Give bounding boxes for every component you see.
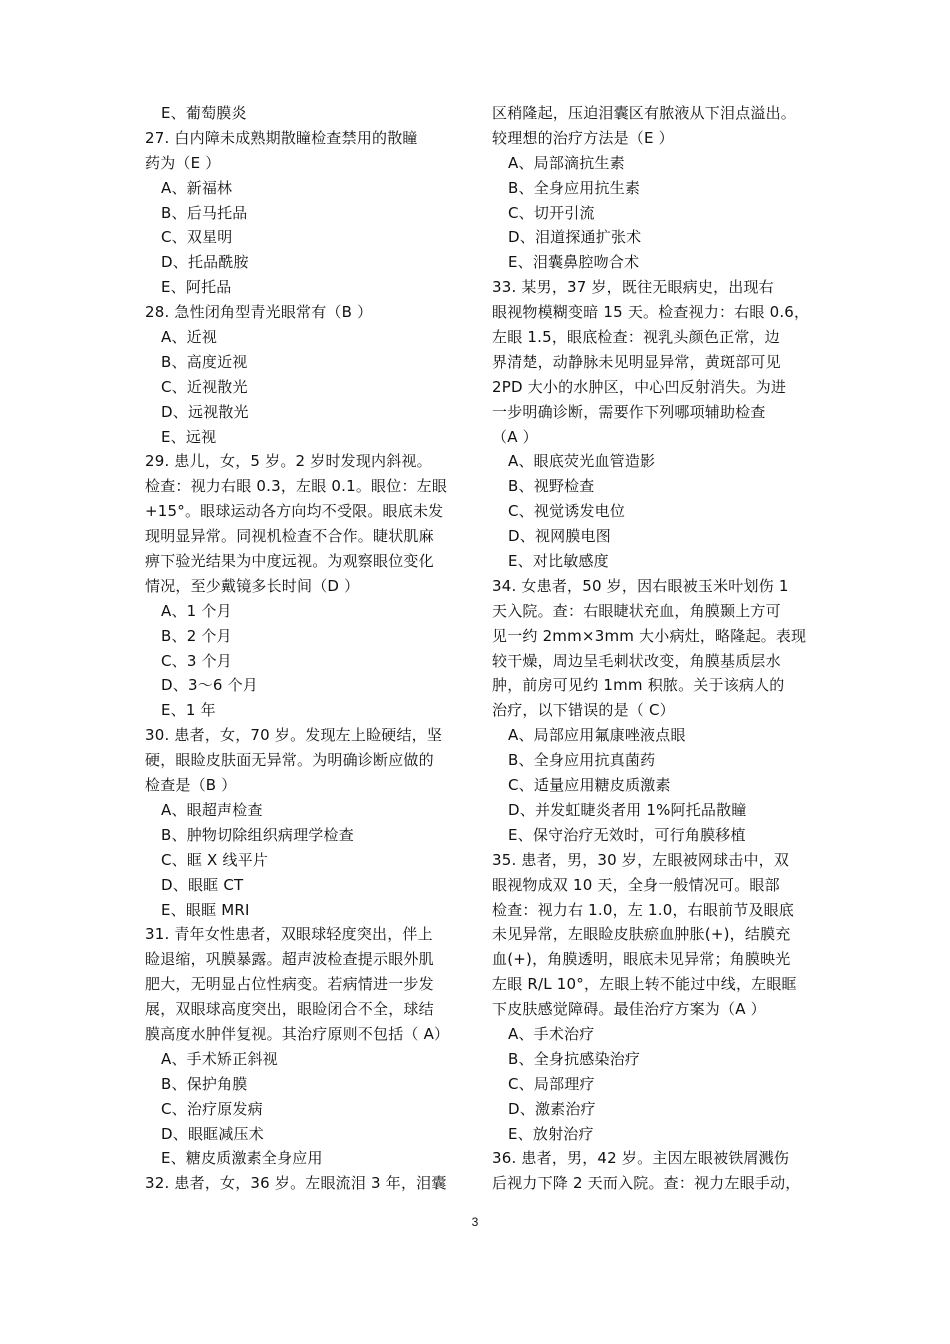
question-text-line: 33. 某男，37 岁，既往无眼病史，出现右 xyxy=(492,278,774,297)
question-text-line: 35. 患者，男，30 岁，左眼被网球击中，双 xyxy=(492,850,790,869)
answer-option: C、眶 X 线平片 xyxy=(161,850,269,869)
question-text-line: 下皮肤感觉障碍。最佳治疗方案为（A ） xyxy=(492,1000,766,1019)
answer-option: B、全身抗感染治疗 xyxy=(508,1049,641,1068)
answer-option: C、3 个月 xyxy=(161,651,232,670)
answer-option: E、眼眶 MRI xyxy=(161,900,250,919)
question-text-line: 区稍隆起，压迫泪囊区有脓液从下泪点溢出。 xyxy=(492,104,797,122)
answer-option: A、局部滴抗生素 xyxy=(508,153,625,172)
answer-option: A、手术治疗 xyxy=(508,1024,595,1043)
question-text-line: 痹下验光结果为中度远视。为观察眼位变化 xyxy=(145,552,434,571)
question-text-line: 天入院。查：右眼睫状充血，角膜颞上方可 xyxy=(492,601,781,620)
question-text-line: 肿，前房可见约 1mm 积脓。关于该病人的 xyxy=(492,676,785,695)
answer-option: A、眼超声检查 xyxy=(161,800,263,819)
answer-option: A、1 个月 xyxy=(161,601,232,620)
question-text-line: 眼视物模糊变暗 15 天。检查视力：右眼 0.6， xyxy=(492,303,810,322)
answer-option: B、肿物切除组织病理学检查 xyxy=(161,825,354,844)
answer-option: D、视网膜电图 xyxy=(508,527,611,546)
answer-option: E、糖皮质激素全身应用 xyxy=(161,1149,323,1168)
answer-option: B、全身应用抗生素 xyxy=(508,178,641,197)
question-text-line: 睑退缩，巩膜暴露。超声波检查提示眼外肌 xyxy=(145,950,434,969)
answer-option: C、局部理疗 xyxy=(508,1074,595,1093)
question-text-line: 较理想的治疗方法是（E ） xyxy=(492,128,674,147)
answer-option: E、阿托品 xyxy=(161,278,232,297)
answer-option: B、保护角膜 xyxy=(161,1074,248,1093)
answer-option: A、局部应用氟康唑液点眼 xyxy=(508,726,686,745)
question-text-line: 后视力下降 2 天而入院。查：视力左眼手动， xyxy=(492,1174,801,1193)
answer-option: C、双星明 xyxy=(161,228,233,247)
question-text-line: 30. 患者，女，70 岁。发现左上睑硬结，坚 xyxy=(145,726,443,745)
answer-option: B、2 个月 xyxy=(161,626,232,645)
question-text-line: 眼视物成双 10 天，全身一般情况可。眼部 xyxy=(492,875,780,894)
question-text-line: 药为（E ） xyxy=(145,153,221,172)
question-text-line: 34. 女患者，50 岁，因右眼被玉米叶划伤 1 xyxy=(492,576,789,595)
question-text-line: 检查是（B ） xyxy=(145,776,237,795)
answer-option: E、对比敏感度 xyxy=(508,552,609,571)
answer-option: D、眼眶 CT xyxy=(161,875,244,894)
question-text-line: 见一约 2mm×3mm 大小病灶，略隆起。表现 xyxy=(492,626,807,645)
answer-option: E、放射治疗 xyxy=(508,1124,594,1143)
answer-option: C、适量应用糖皮质激素 xyxy=(508,776,671,795)
answer-option: D、并发虹睫炎者用 1%阿托品散瞳 xyxy=(508,800,747,819)
question-text-line: 左眼 1.5，眼底检查：视乳头颜色正常，边 xyxy=(492,328,780,347)
answer-option: D、激素治疗 xyxy=(508,1099,596,1118)
answer-option: D、远视散光 xyxy=(161,402,249,421)
answer-option: C、治疗原发病 xyxy=(161,1099,263,1118)
question-text-line: 硬，眼睑皮肤面无异常。为明确诊断应做的 xyxy=(145,751,434,770)
answer-option: C、切开引流 xyxy=(508,203,595,222)
answer-option: B、后马托品 xyxy=(161,203,248,222)
question-text-line: 较干燥，周边呈毛刺状改变，角膜基质层水 xyxy=(492,651,781,670)
answer-option: E、泪囊鼻腔吻合术 xyxy=(508,253,640,272)
question-text-line: 检查：视力右眼 0.3，左眼 0.1。眼位：左眼 xyxy=(145,477,448,496)
question-text-line: 未见异常，左眼睑皮肤瘀血肿胀(+)，结膜充 xyxy=(492,925,791,944)
answer-option: E、葡萄膜炎 xyxy=(161,104,247,122)
question-text-line: +15°。眼球运动各方向均不受限。眼底未发 xyxy=(145,502,444,521)
question-text-line: 29. 患儿，女，5 岁。2 岁时发现内斜视。 xyxy=(145,452,432,471)
question-text-line: 31. 青年女性患者，双眼球轻度突出，伴上 xyxy=(145,925,433,944)
answer-option: D、泪道探通扩张术 xyxy=(508,228,642,247)
question-text-line: 治疗，以下错误的是（ C） xyxy=(492,701,675,720)
answer-option: A、眼底荧光血管造影 xyxy=(508,452,656,471)
question-text-line: 膜高度水肿伴复视。其治疗原则不包括（ A） xyxy=(145,1024,450,1043)
question-text-line: 肥大，无明显占位性病变。若病情进一步发 xyxy=(145,975,434,994)
question-text-line: 检查：视力右 1.0，左 1.0，右眼前节及眼底 xyxy=(492,900,795,919)
answer-option: E、1 年 xyxy=(161,701,216,720)
right-column xyxy=(492,101,822,1196)
answer-option: A、新福林 xyxy=(161,178,233,197)
answer-option: D、眼眶减压术 xyxy=(161,1124,264,1143)
answer-option: B、高度近视 xyxy=(161,352,248,371)
answer-option: C、近视散光 xyxy=(161,377,248,396)
question-text-line: 32. 患者，女，36 岁。左眼流泪 3 年，泪囊 xyxy=(145,1174,447,1193)
question-text-line: 27. 白内障未成熟期散瞳检查禁用的散瞳 xyxy=(145,128,418,147)
question-text-line: 28. 急性闭角型青光眼常有（B ） xyxy=(145,303,373,322)
left-column xyxy=(145,101,475,1196)
answer-option: D、托品酰胺 xyxy=(161,253,249,272)
question-text-line: 36. 患者，男，42 岁。主因左眼被铁屑溅伤 xyxy=(492,1149,790,1168)
answer-option: A、手术矫正斜视 xyxy=(161,1049,278,1068)
answer-option: A、近视 xyxy=(161,328,218,347)
answer-option: B、全身应用抗真菌药 xyxy=(508,751,656,770)
question-text-line: （A ） xyxy=(492,427,538,446)
question-text-line: 一步明确诊断，需要作下列哪项辅助检查 xyxy=(492,402,766,421)
answer-option: D、3～6 个月 xyxy=(161,676,259,695)
question-text-line: 情况，至少戴镜多长时间（D ） xyxy=(145,576,360,595)
page-number: 3 xyxy=(471,1215,479,1229)
question-text-line: 血(+)，角膜透明，眼底未见异常；角膜映光 xyxy=(492,950,791,969)
question-text-line: 左眼 R/L 10°，左眼上转不能过中线，左眼眶 xyxy=(492,975,797,994)
answer-option: B、视野检查 xyxy=(508,477,595,496)
question-text-line: 现明显异常。同视机检查不合作。睫状肌麻 xyxy=(145,527,434,546)
question-text-line: 界清楚，动静脉未见明显异常，黄斑部可见 xyxy=(492,352,781,371)
answer-option: E、远视 xyxy=(161,427,217,446)
question-text-line: 展，双眼球高度突出，眼睑闭合不全，球结 xyxy=(145,1000,434,1019)
answer-option: E、保守治疗无效时，可行角膜移植 xyxy=(508,825,746,844)
answer-option: C、视觉诱发电位 xyxy=(508,502,626,521)
question-text-line: 2PD 大小的水肿区，中心凹反射消失。为进 xyxy=(492,377,787,396)
